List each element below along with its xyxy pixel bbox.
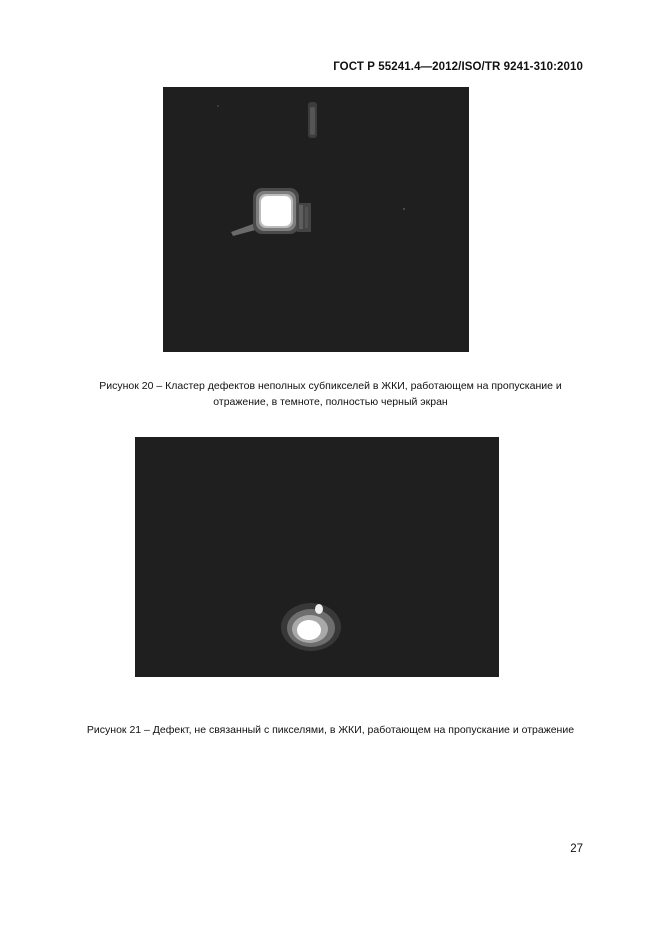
page-number: 27: [570, 843, 583, 855]
figure-20-image: [163, 87, 469, 352]
figure-20-caption-line-2: отражение, в темноте, полностью черный экран: [213, 396, 448, 408]
figure-20-caption: [60, 378, 601, 410]
subpixel-defect-cluster-illustration: [163, 87, 469, 352]
non-pixel-defect-illustration: [135, 437, 499, 677]
figure-21-image: [135, 437, 499, 677]
figure-20-caption-line-1: Рисунок 20 – Кластер дефектов неполных субпикселей в ЖКИ, работающем на пропускание и: [99, 380, 562, 392]
document-header: ГОСТ Р 55241.4—2012/ISO/TR 9241-310:2010: [333, 61, 583, 73]
figure-21-caption: Рисунок 21 – Дефект, не связанный с пикселями, в ЖКИ, работающем на пропускание и отражение: [86, 724, 575, 736]
